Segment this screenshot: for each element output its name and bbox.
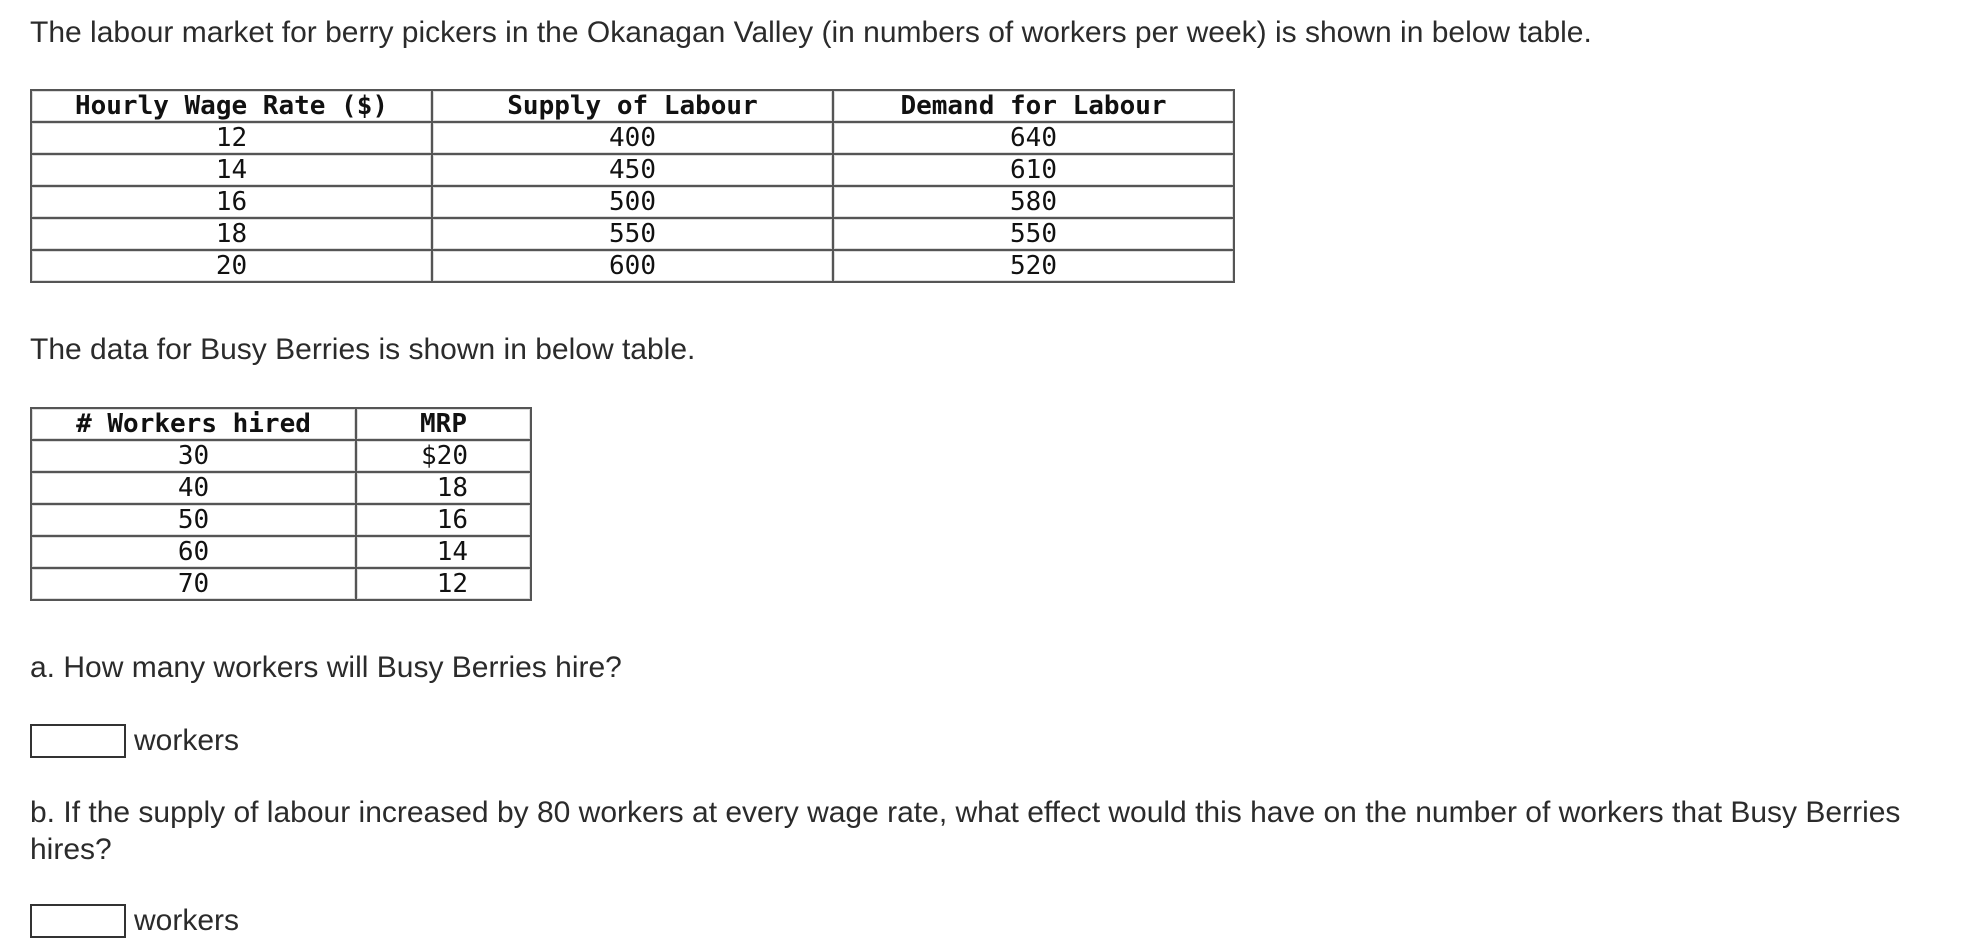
- demand-cell: 520: [833, 250, 1234, 282]
- answer-a-unit: workers: [134, 724, 240, 757]
- answer-a-row: [30, 724, 239, 758]
- header-workers-hired: # Workers hired: [31, 408, 356, 440]
- workers-cell: 60: [31, 536, 356, 568]
- header-demand-for-labour: Demand for Labour: [833, 90, 1234, 122]
- header-hourly-wage-rate: Hourly Wage Rate ($): [31, 90, 432, 122]
- wage-cell: 20: [31, 250, 432, 282]
- table-row: [31, 536, 531, 568]
- table-row: [31, 568, 531, 600]
- supply-cell: 400: [432, 122, 833, 154]
- question-a-text: a. How many workers will Busy Berries hire?: [30, 651, 622, 684]
- demand-cell: 610: [833, 154, 1234, 186]
- demand-cell: 580: [833, 186, 1234, 218]
- answer-b-row: [30, 904, 239, 938]
- labour-market-table: [30, 89, 1235, 283]
- table-header-row: [31, 90, 1234, 122]
- table-row: [31, 504, 531, 536]
- demand-cell: 550: [833, 218, 1234, 250]
- question-b-text: b. If the supply of labour increased by 80 workers at every wage rate, what effect would this have on the number of workers that Busy Berries hires?: [30, 796, 1901, 866]
- header-supply-of-labour: Supply of Labour: [432, 90, 833, 122]
- busy-berries-table: [30, 407, 532, 601]
- mrp-cell: $20: [356, 440, 531, 472]
- workers-cell: 50: [31, 504, 356, 536]
- workers-cell: 70: [31, 568, 356, 600]
- answer-a-input[interactable]: [30, 724, 126, 758]
- table-row: [31, 186, 1234, 218]
- wage-cell: 18: [31, 218, 432, 250]
- mrp-cell: 14: [356, 536, 531, 568]
- mrp-cell: 18: [356, 472, 531, 504]
- workers-cell: 40: [31, 472, 356, 504]
- answer-b-unit: workers: [134, 904, 240, 937]
- wage-cell: 12: [31, 122, 432, 154]
- demand-cell: 640: [833, 122, 1234, 154]
- mrp-cell: 12: [356, 568, 531, 600]
- mrp-cell: 16: [356, 504, 531, 536]
- supply-cell: 600: [432, 250, 833, 282]
- table-header-row: [31, 408, 531, 440]
- table-row: [31, 122, 1234, 154]
- wage-cell: 16: [31, 186, 432, 218]
- supply-cell: 500: [432, 186, 833, 218]
- table-row: [31, 250, 1234, 282]
- header-mrp: MRP: [356, 408, 531, 440]
- supply-cell: 450: [432, 154, 833, 186]
- workers-cell: 30: [31, 440, 356, 472]
- answer-b-input[interactable]: [30, 904, 126, 938]
- table-row: [31, 154, 1234, 186]
- intro-text: The labour market for berry pickers in the Okanagan Valley (in numbers of workers per week) is shown in below table.: [30, 16, 1592, 49]
- busy-berries-text: The data for Busy Berries is shown in below table.: [30, 333, 696, 366]
- supply-cell: 550: [432, 218, 833, 250]
- table-row: [31, 472, 531, 504]
- table-row: [31, 440, 531, 472]
- table-row: [31, 218, 1234, 250]
- wage-cell: 14: [31, 154, 432, 186]
